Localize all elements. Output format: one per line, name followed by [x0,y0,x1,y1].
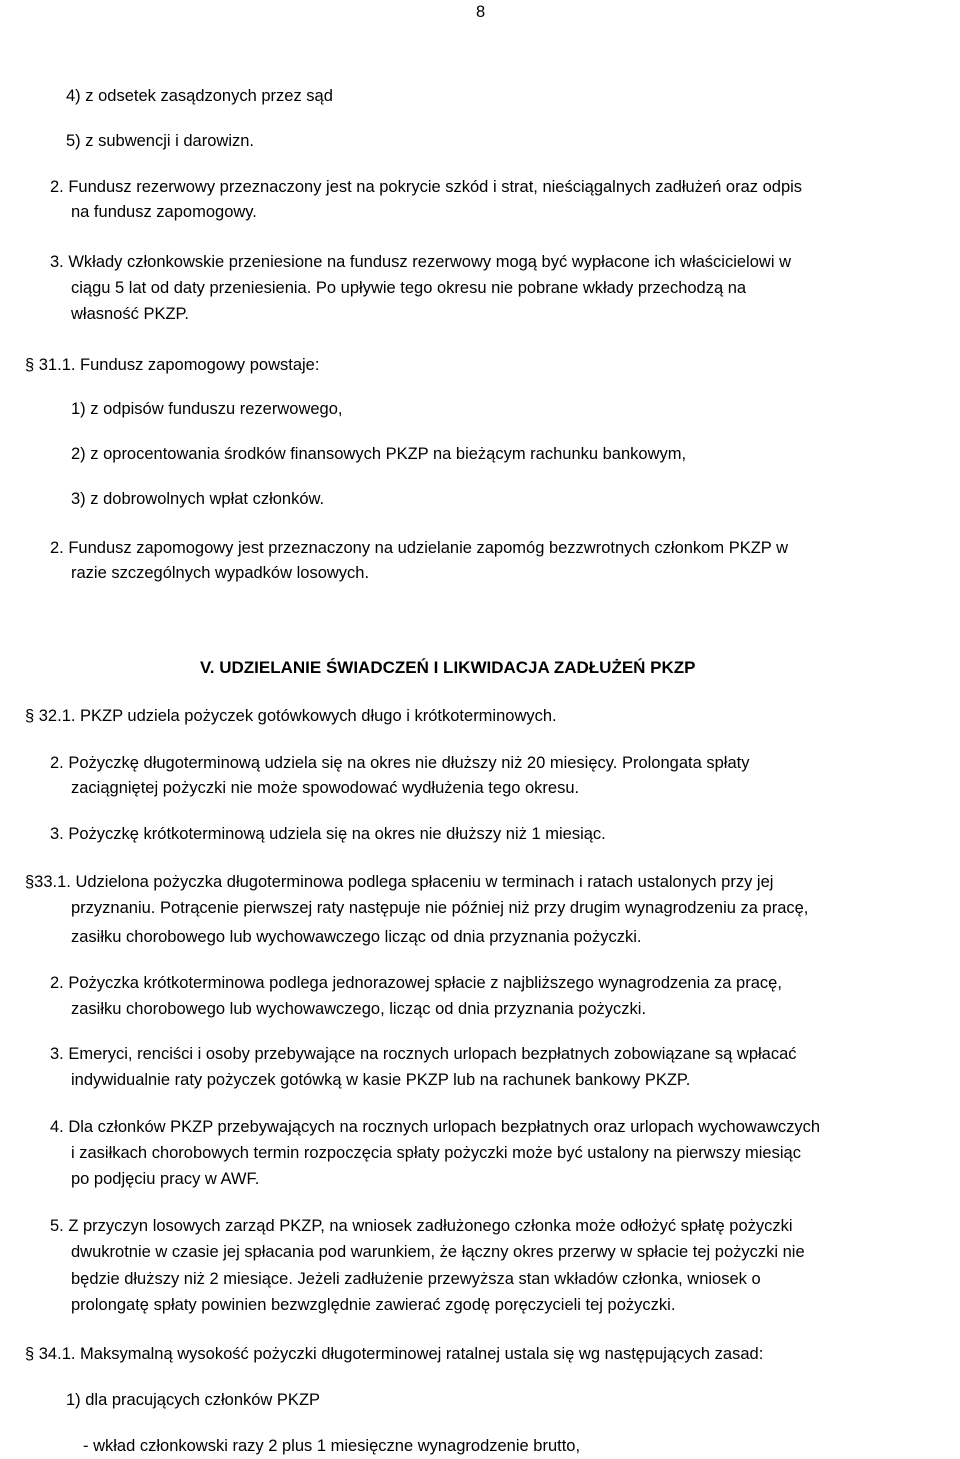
text-line: 1) dla pracujących członków PKZP [66,1391,321,1409]
text-line: 3) z dobrowolnych wpłat członków. [71,490,325,508]
text-line: zaciągniętej pożyczki nie może spowodować wydłużenia tego okresu. [71,779,580,797]
text-line: § 34.1. Maksymalną wysokość pożyczki długoterminowej ratalnej ustala się wg następujących zasad: [25,1345,764,1363]
text-line: razie szczególnych wypadków losowych. [71,564,370,582]
text-line: na fundusz zapomogowy. [71,203,257,221]
text-line: indywidualnie raty pożyczek gotówką w kasie PKZP lub na rachunek bankowy PKZP. [71,1071,691,1089]
text-line: 2. Pożyczkę długoterminową udziela się na okres nie dłuższy niż 20 miesięcy. Prolongata spłaty [50,754,750,772]
text-line: 5. Z przyczyn losowych zarząd PKZP, na wniosek zadłużonego członka może odłożyć spłatę pożyczki [50,1217,793,1235]
page-number: 8 [476,3,486,21]
text-line: - wkład członkowski razy 2 plus 1 miesięczne wynagrodzenie brutto, [83,1437,581,1455]
text-line: § 31.1. Fundusz zapomogowy powstaje: [25,356,320,374]
section-heading: V. UDZIELANIE ŚWIADCZEŃ I LIKWIDACJA ZADŁUŻEŃ PKZP [200,658,696,677]
text-line: zasiłku chorobowego lub wychowawczego, licząc od dnia przyznania pożyczki. [71,1000,647,1018]
text-line: 1) z odpisów funduszu rezerwowego, [71,400,343,418]
text-line: własność PKZP. [71,305,189,323]
text-line: 4. Dla członków PKZP przebywających na rocznych urlopach bezpłatnych oraz urlopach wychowawczych [50,1118,821,1136]
text-line: ciągu 5 lat od daty przeniesienia. Po upływie tego okresu nie pobrane wkłady przechodzą na [71,279,747,297]
text-line: po podjęciu pracy w AWF. [71,1170,260,1188]
text-line: 4) z odsetek zasądzonych przez sąd [66,87,333,105]
text-line: dwukrotnie w czasie jej spłacania pod warunkiem, że łączny okres przerwy w spłacie tej pożyczki nie [71,1243,805,1261]
text-line: będzie dłuższy niż 2 miesiące. Jeżeli zadłużenie przewyższa stan wkładów członka, wniosek o [71,1270,761,1288]
text-line: 2. Pożyczka krótkoterminowa podlega jednorazowej spłacie z najbliższego wynagrodzenia za pracę, [50,974,782,992]
text-line: 3. Wkłady członkowskie przeniesione na fundusz rezerwowy mogą być wypłacone ich właścicielowi w [50,253,791,271]
text-line: zasiłku chorobowego lub wychowawczego licząc od dnia przyznania pożyczki. [71,928,642,946]
text-line: § 32.1. PKZP udziela pożyczek gotówkowych długo i krótkoterminowych. [25,707,557,725]
text-line: i zasiłkach chorobowych termin rozpoczęcia spłaty pożyczki może być ustalony na pierwszy miesiąc [71,1144,801,1162]
text-line: 3. Pożyczkę krótkoterminową udziela się na okres nie dłuższy niż 1 miesiąc. [50,825,606,843]
text-line: 2. Fundusz zapomogowy jest przeznaczony na udzielanie zapomóg bezzwrotnych członkom PKZP w [50,539,788,557]
text-line: 2) z oprocentowania środków finansowych PKZP na bieżącym rachunku bankowym, [71,445,687,463]
text-line: 3. Emeryci, renciści i osoby przebywające na rocznych urlopach bezpłatnych zobowiązane są wpłacać [50,1045,797,1063]
text-line: §33.1. Udzielona pożyczka długoterminowa podlega spłaceniu w terminach i ratach ustalonych przy jej [25,873,774,891]
text-line: 2. Fundusz rezerwowy przeznaczony jest na pokrycie szkód i strat, nieściągalnych zadłużeń oraz odpis [50,178,803,196]
text-line: przyznaniu. Potrącenie pierwszej raty następuje nie później niż przy drugim wynagrodzeniu za pracę, [71,899,809,917]
text-line: prolongatę spłaty powinien bezwzględnie zawierać zgodę poręczycieli tej pożyczki. [71,1296,676,1314]
text-line: 5) z subwencji i darowizn. [66,132,254,150]
